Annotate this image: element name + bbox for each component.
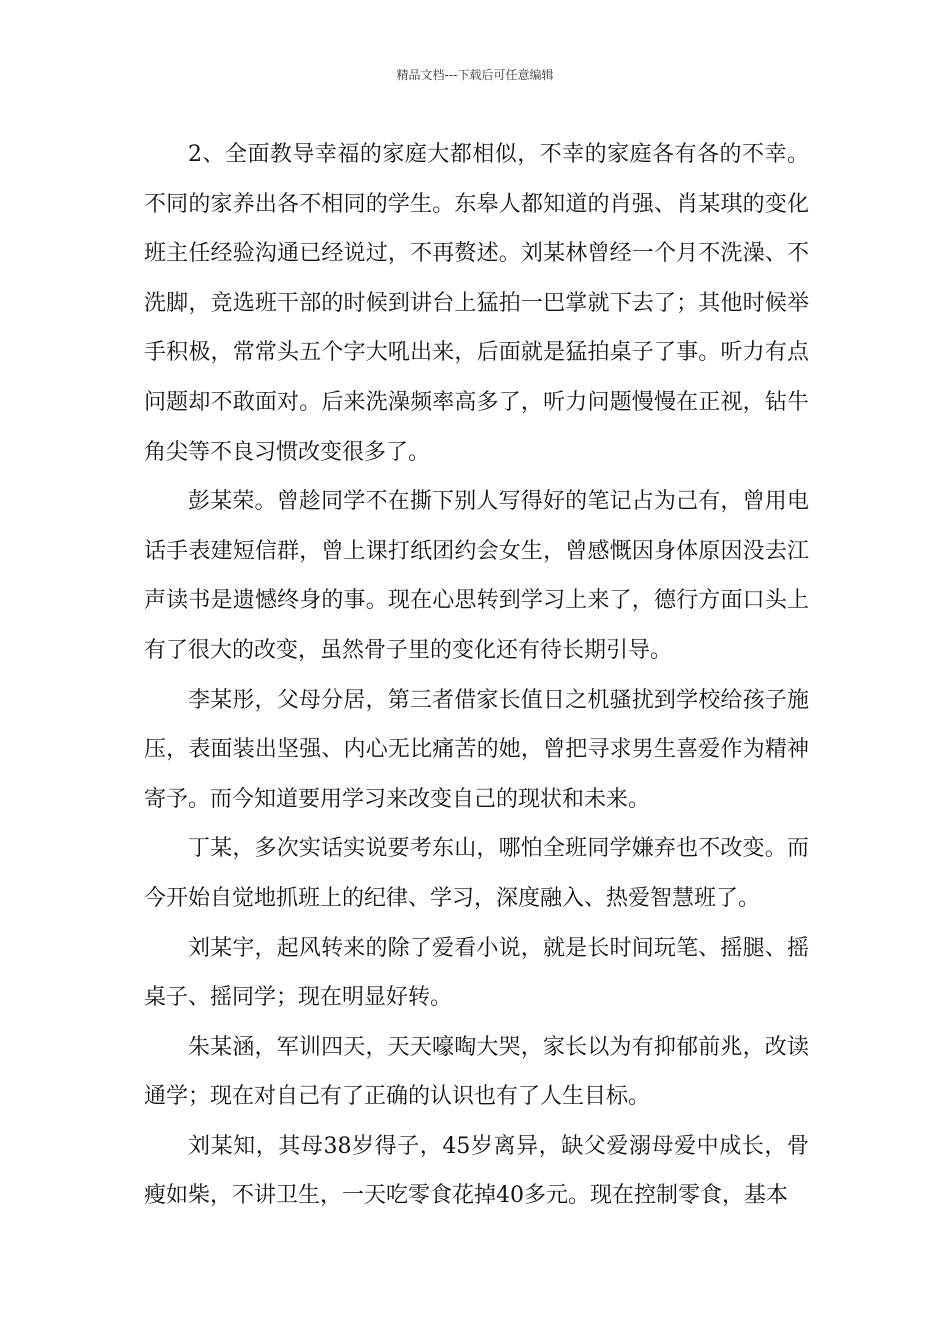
paragraph: 丁某，多次实话实说要考东山，哪怕全班同学嫌弃也不改变。而今开始自觉地抓班上的纪律、学习，深度融入、热爱智慧班了。 bbox=[144, 836, 809, 911]
paragraph: 李某彤，父母分居，第三者借家长值日之机骚扰到学校给孩子施压，表面装出坚强、内心无比痛苦的她，曾把寻求男生喜爱作为精神寄予。而今知道要用学习来改变自己的现状和未来。 bbox=[144, 687, 809, 812]
document-body bbox=[144, 130, 809, 1221]
paragraph: 朱某涵，军训四天，天天嚎啕大哭，家长以为有抑郁前兆，改读通学；现在对自己有了正确的认识也有了人生目标。 bbox=[144, 1034, 809, 1110]
paragraph: 刘某知，其母38岁得子，45岁离异，缺父爱溺母爱中成长，骨瘦如柴，不讲卫生，一天吃零食花掉40多元。现在控制零食，基本 bbox=[144, 1133, 809, 1209]
paragraph: 彭某荣。曾趁同学不在撕下别人写得好的笔记占为己有，曾用电话手表建短信群，曾上课打纸团约会女生，曾感慨因身体原因没去江声读书是遗憾终身的事。现在心思转到学习上来了，德行方面口头上有了很大的改变，虽然骨子里的变化还有待长期引导。 bbox=[144, 489, 809, 663]
paragraph: 刘某宇，起风转来的除了爱看小说，就是长时间玩笔、摇腿、摇桌子、摇同学；现在明显好转。 bbox=[144, 935, 809, 1011]
page-header: 精品文档---下载后可任意编辑 bbox=[396, 68, 554, 82]
paragraph: 2、全面教导幸福的家庭大都相似，不幸的家庭各有各的不幸。不同的家养出各不相同的学生。东皋人都知道的肖强、肖某琪的变化班主任经验沟通已经说过，不再赘述。刘某林曾经一个月不洗澡、不洗脚，竞选班干部的时候到讲台上猛拍一巴掌就下去了；其他时候举手积极，常常头五个字大吼出来，后面就是猛拍桌子了事。听力有点问题却不敢面对。后来洗澡频率高多了，听力问题慢慢在正视，钻牛角尖等不良习惯改变很多了。 bbox=[144, 142, 809, 465]
